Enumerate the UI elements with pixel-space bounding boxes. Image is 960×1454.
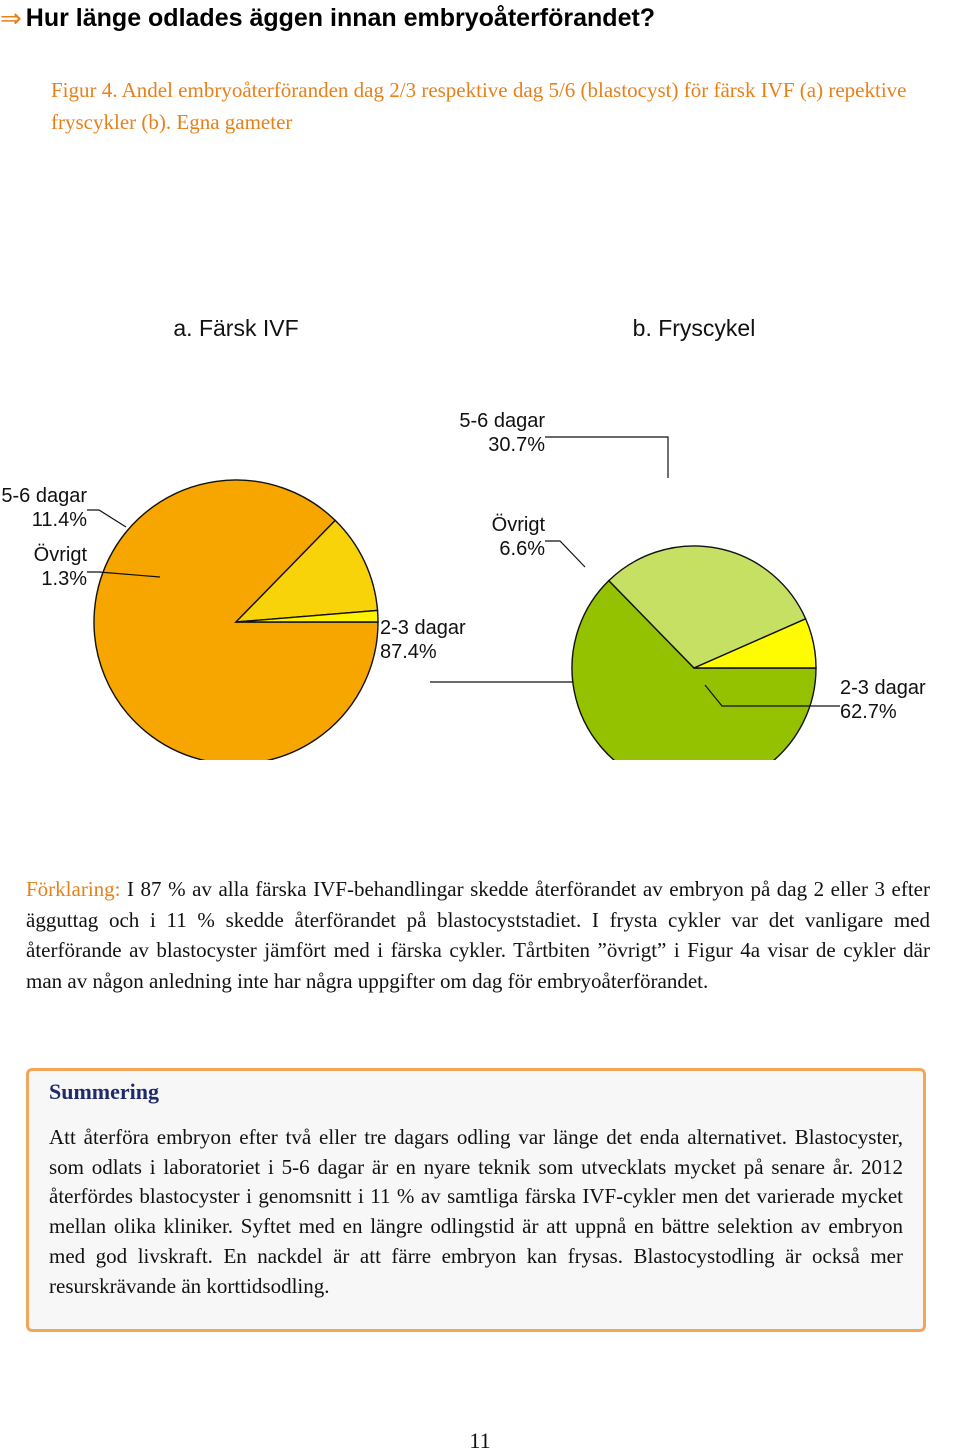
- explanation-text: I 87 % av alla färska IVF-behandlingar skedde återförandet av embryon på dag 2 eller 3 efter ägguttag och i 11 % skedde återförandet på blastocyststadiet. I frysta cykler var det vanligare med återförande av blastocyster jämfört med i färska cykler. Tårtbiten ”övrigt” i Figur 4a visar de cykler där man av någon anledning inte har några uppgifter om dag för embryoåterförandet.: [26, 877, 930, 993]
- pie-chart-figure: [0, 300, 960, 760]
- chart-a-value-2-3-dagar: 87.4%: [380, 641, 437, 663]
- section-heading-text: Hur länge odlades äggen innan embryoåterförandet?: [25, 3, 656, 32]
- chart-b-leader-5-6-dagar: [545, 437, 668, 478]
- summary-body: Att återföra embryon efter två eller tre dagars odling var länge det enda alternativet. Blastocyster, som odlats i laboratoriet i 5-6 dagar är en nyare teknik som utvecklats mycket på senare år. 2012 återfördes blastocyster i genomsnitt i 11 % av samtliga färska IVF-cykler men det varierade mycket mellan olika kliniker. Syftet med en längre odlingstid är att uppnå en bättre selektion av embryon med god livskraft. En nackdel är att färre embryon kan frysas. Blastocystodling är också mer resurskrävande än korttidsodling.: [49, 1125, 903, 1298]
- summary-title: Summering: [49, 1079, 159, 1104]
- pie-charts: [0, 300, 960, 760]
- chart-b-leader-ovrigt: [545, 541, 585, 567]
- chart-a-leader-5-6-dagar: [87, 510, 126, 527]
- page-number: 11: [469, 1428, 491, 1453]
- chart-a-label-ovrigt: Övrigt: [33, 544, 87, 566]
- figure-caption: Figur 4. Andel embryoåterföranden dag 2/3 respektive dag 5/6 (blastocyst) för färsk IVF (a) repektive fryscykler (b). Egna gameter: [51, 78, 907, 134]
- arrow-icon: ⇒: [0, 2, 22, 33]
- summary-box: [26, 1068, 926, 1332]
- chart-b-label-2-3-dagar: 2-3 dagar: [840, 677, 926, 699]
- chart-b-label-ovrigt: Övrigt: [491, 514, 545, 536]
- chart-b-label-5-6-dagar: 5-6 dagar: [459, 410, 545, 432]
- chart-b-value-2-3-dagar: 62.7%: [840, 701, 897, 723]
- chart-a-title: a. Färsk IVF: [173, 315, 299, 341]
- chart-b-value-5-6-dagar: 30.7%: [488, 434, 545, 456]
- chart-a-label-5-6-dagar: 5-6 dagar: [1, 485, 87, 507]
- chart-a-label-2-3-dagar: 2-3 dagar: [380, 617, 466, 639]
- chart-b-title: b. Fryscykel: [632, 315, 756, 341]
- chart-a-value-5-6-dagar: 11.4%: [31, 509, 87, 531]
- chart-a-value-ovrigt: 1.3%: [41, 568, 87, 590]
- chart-b-value-ovrigt: 6.6%: [499, 538, 545, 560]
- section-heading: [0, 0, 655, 36]
- explanation-paragraph: [26, 874, 930, 996]
- explanation-lead: Förklaring:: [26, 877, 121, 901]
